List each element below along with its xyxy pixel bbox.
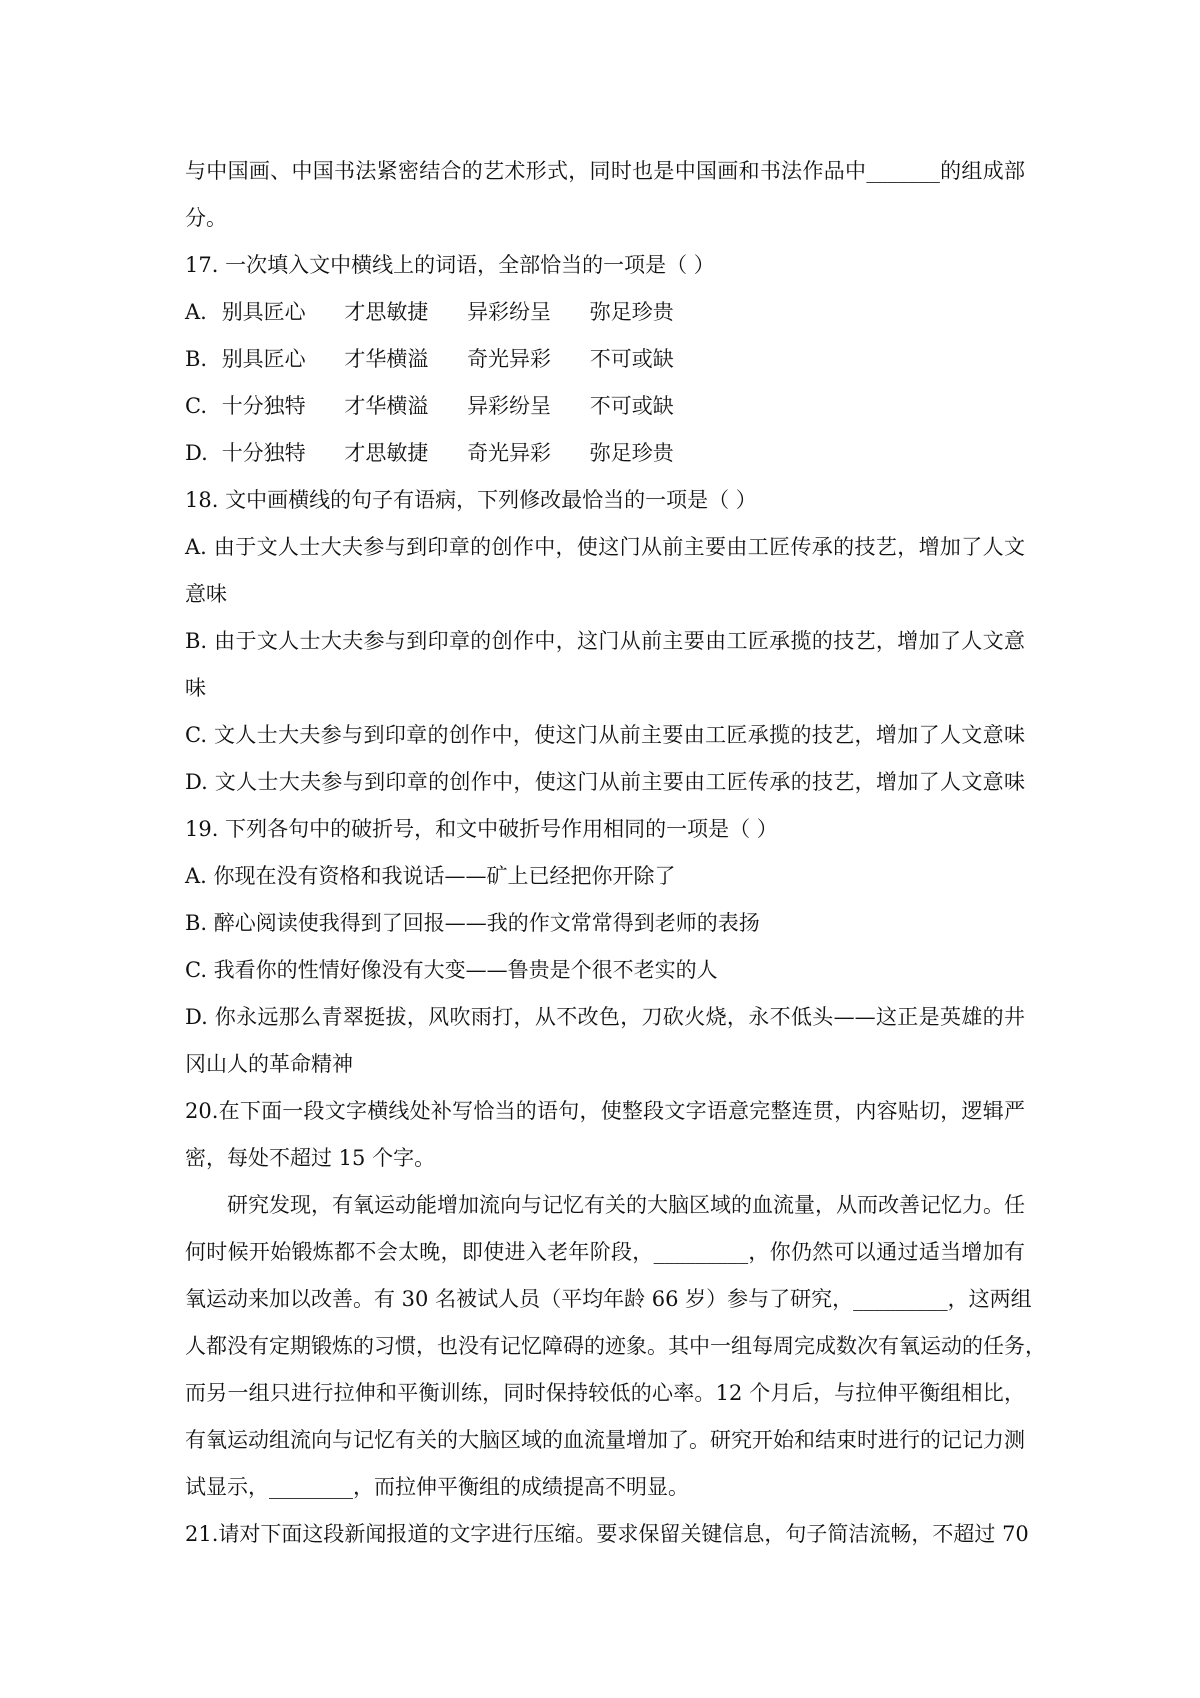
- option-term: 十分独特: [221, 394, 306, 418]
- q20-passage-line-5: 而另一组只进行拉伸和平衡训练，同时保持较低的心率。12 个月后，与拉伸平衡组相比，: [185, 1381, 1025, 1405]
- q17-option-c: [185, 392, 1025, 420]
- q18-option-b-line-2: 味: [185, 676, 206, 700]
- intro-line-1: 与中国画、中国书法紧密结合的艺术形式，同时也是中国画和书法作品中_______的组成部: [185, 159, 1025, 183]
- q18-option-a-line-1: A. 由于文人士大夫参与到印章的创作中，使这门从前主要由工匠传承的技艺，增加了人文: [185, 535, 1025, 559]
- option-term: 奇光异彩: [467, 441, 552, 465]
- q20-passage-line-1: 研究发现，有氧运动能增加流向与记忆有关的大脑区域的血流量，从而改善记忆力。任: [227, 1193, 1025, 1217]
- option-term: 弥足珍贵: [589, 441, 674, 465]
- q21-stem-line-1: 21.请对下面这段新闻报道的文字进行压缩。要求保留关键信息，句子简洁流畅，不超过 70: [185, 1522, 1029, 1546]
- option-term: 不可或缺: [589, 347, 674, 371]
- option-label: B.: [185, 347, 208, 371]
- option-label: C.: [185, 394, 207, 418]
- q20-stem-line-2: 密，每处不超过 15 个字。: [185, 1146, 436, 1170]
- q20-passage-line-7: 试显示，________，而拉伸平衡组的成绩提高不明显。: [185, 1475, 689, 1499]
- q20-stem-line-1: 20.在下面一段文字横线处补写恰当的语句，使整段文字语意完整连贯，内容贴切，逻辑严: [185, 1099, 1025, 1123]
- q20-passage-line-6: 有氧运动组流向与记忆有关的大脑区域的血流量增加了。研究开始和结束时进行的记记力测: [185, 1428, 1025, 1452]
- q17-option-a: [185, 298, 1025, 326]
- option-term: 不可或缺: [589, 394, 674, 418]
- q19-option-d-line-1: D. 你永远那么青翠挺拔，风吹雨打，从不改色，刀砍火烧，永不低头——这正是英雄的井: [185, 1005, 1025, 1029]
- q19-option-b: B. 醉心阅读使我得到了回报——我的作文常常得到老师的表扬: [185, 911, 760, 935]
- option-term: 弥足珍贵: [589, 300, 674, 324]
- q20-passage-line-3: 氧运动来加以改善。有 30 名被试人员（平均年龄 66 岁）参与了研究，_________，这两组: [185, 1287, 1032, 1311]
- q19-option-d-line-2: 冈山人的革命精神: [185, 1052, 353, 1076]
- option-term: 别具匠心: [221, 347, 306, 371]
- q19-option-c: C. 我看你的性情好像没有大变——鲁贵是个很不老实的人: [185, 958, 718, 982]
- q19-option-a: A. 你现在没有资格和我说话——矿上已经把你开除了: [185, 864, 676, 888]
- q17-option-d: [185, 439, 1025, 467]
- option-term: 异彩纷呈: [467, 394, 552, 418]
- option-label: A.: [185, 300, 207, 324]
- option-term: 异彩纷呈: [467, 300, 552, 324]
- q18-stem: 18. 文中画横线的句子有语病，下列修改最恰当的一项是（ ）: [185, 488, 757, 512]
- option-term: 奇光异彩: [467, 347, 552, 371]
- option-term: 十分独特: [221, 441, 306, 465]
- q18-option-a-line-2: 意味: [185, 582, 227, 606]
- option-term: 才思敏捷: [344, 441, 429, 465]
- q20-passage-line-2: 何时候开始锻炼都不会太晚，即使进入老年阶段，_________，你仍然可以通过适当增加有: [185, 1240, 1025, 1264]
- q18-option-b-line-1: B. 由于文人士大夫参与到印章的创作中，这门从前主要由工匠承揽的技艺，增加了人文意: [185, 629, 1025, 653]
- q18-option-c: C. 文人士大夫参与到印章的创作中，使这门从前主要由工匠承揽的技艺，增加了人文意味: [185, 723, 1025, 747]
- option-term: 才华横溢: [344, 347, 429, 371]
- option-term: 才华横溢: [344, 394, 429, 418]
- option-term: 别具匠心: [221, 300, 306, 324]
- q17-stem: 17. 一次填入文中横线上的词语，全部恰当的一项是（ ）: [185, 253, 715, 277]
- intro-line-2: 分。: [185, 206, 227, 230]
- q19-stem: 19. 下列各句中的破折号，和文中破折号作用相同的一项是（ ）: [185, 817, 778, 841]
- option-label: D.: [185, 441, 208, 465]
- option-term: 才思敏捷: [344, 300, 429, 324]
- q17-option-b: [185, 345, 1025, 373]
- q18-option-d: D. 文人士大夫参与到印章的创作中，使这门从前主要由工匠传承的技艺，增加了人文意味: [185, 770, 1025, 794]
- q20-passage-line-4: 人都没有定期锻炼的习惯，也没有记忆障碍的迹象。其中一组每周完成数次有氧运动的任务，: [185, 1334, 1046, 1358]
